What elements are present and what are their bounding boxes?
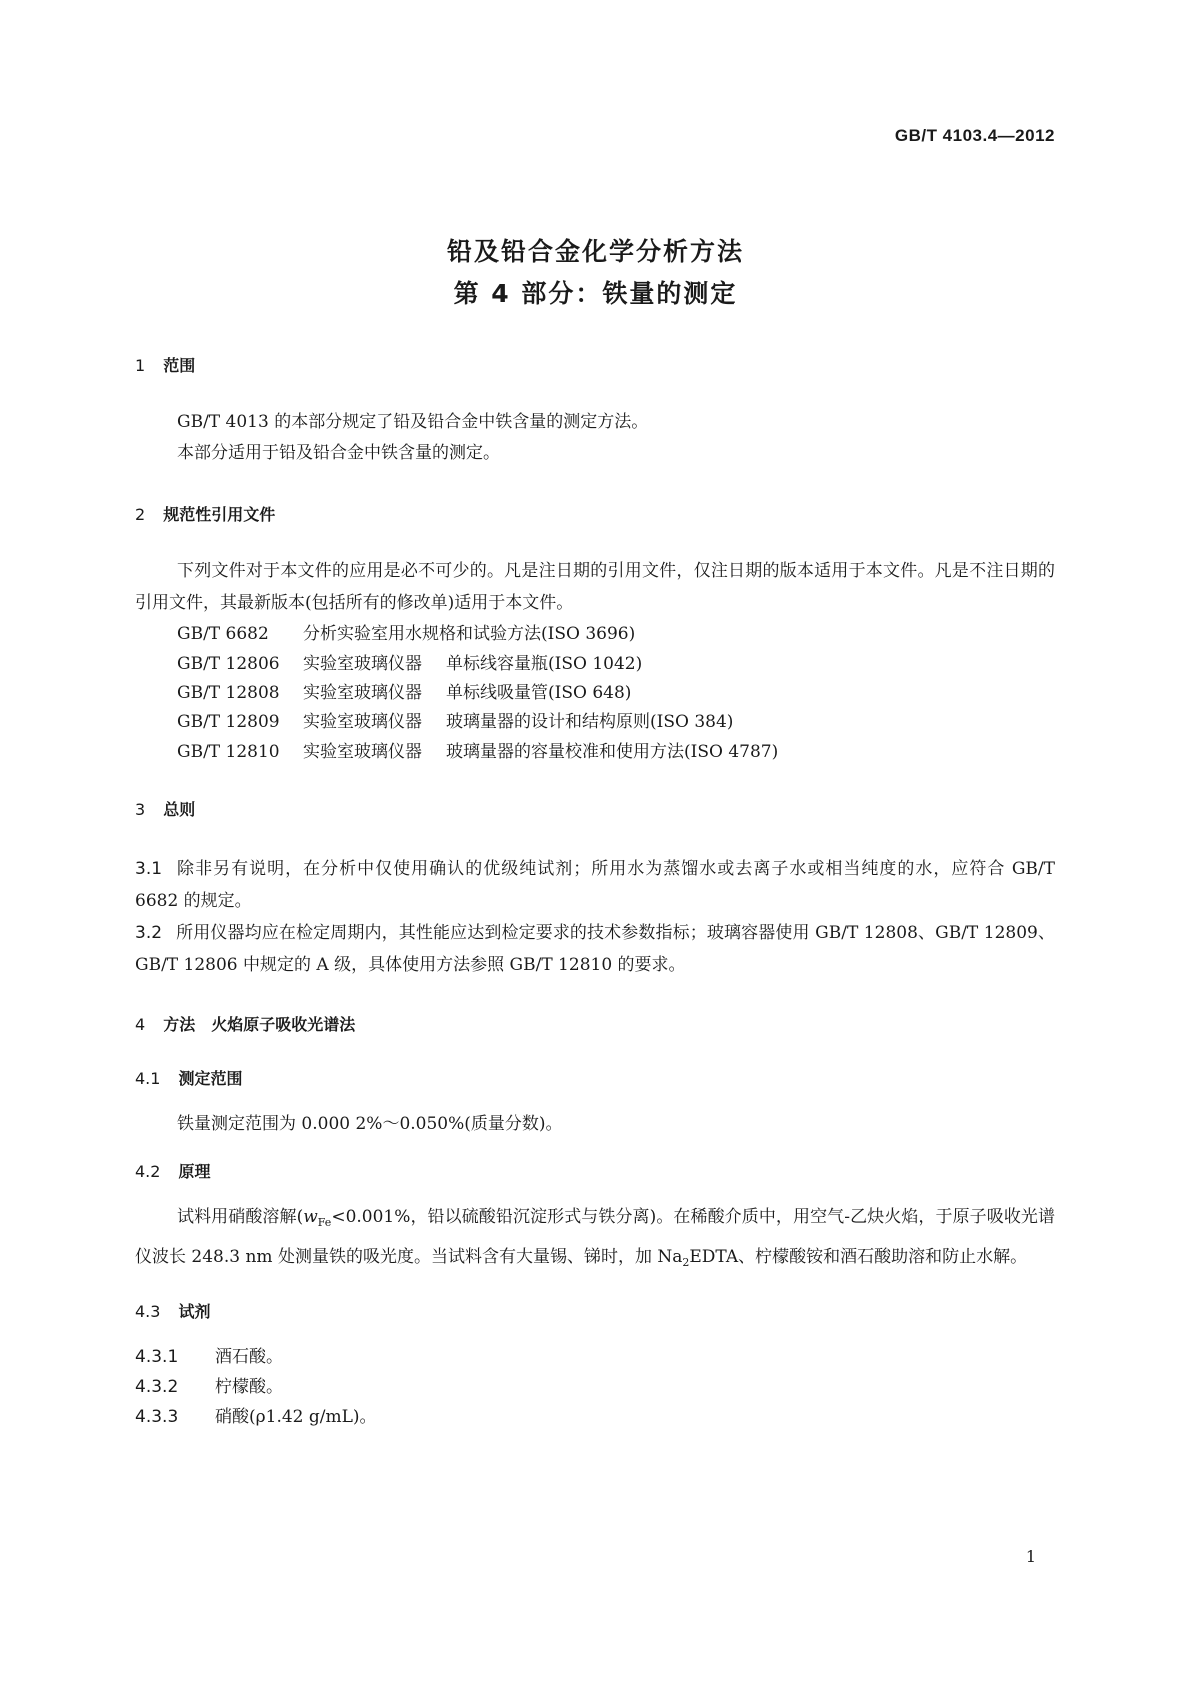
reference-title: 实验室玻璃仪器	[303, 742, 422, 762]
section-number: 4	[135, 1015, 146, 1034]
subsection-number: 4.3	[135, 1302, 161, 1321]
reagent-number: 4.3.1	[135, 1347, 179, 1367]
document-subtitle: 第 4 部分：铁量的测定	[453, 279, 738, 308]
reference-item	[177, 678, 631, 703]
subsection-number: 4.2	[135, 1162, 161, 1181]
subsection-number: 4.1	[135, 1069, 161, 1088]
reference-code: GB/T 12808	[177, 683, 280, 703]
reference-subtitle: 单标线容量瓶(ISO 1042)	[446, 654, 643, 674]
reference-item	[177, 619, 635, 644]
section-title: 方法 火焰原子吸收光谱法	[163, 1015, 356, 1034]
section-title: 总则	[163, 800, 196, 819]
s41-paragraph: 铁量测定范围为 0.000 2%～0.050%(质量分数)。	[177, 1114, 563, 1134]
clause-text: 除非另有说明，在分析中仅使用确认的优级纯试剂；所用水为蒸馏水或去离子水或相当纯度的水，应符合 GB/T 6682 的规定。	[135, 859, 1055, 911]
reference-item	[177, 737, 778, 762]
subsection-title: 试剂	[178, 1302, 211, 1321]
reference-title: 实验室玻璃仪器	[303, 712, 422, 732]
reagent-number: 4.3.2	[135, 1377, 179, 1397]
reference-code: GB/T 6682	[177, 624, 269, 644]
document-title: 铅及铅合金化学分析方法	[446, 237, 744, 266]
s42-text-c: EDTA、柠檬酸铵和酒石酸助溶和防止水解。	[689, 1247, 1028, 1267]
reference-item	[177, 707, 733, 732]
reference-code: GB/T 12806	[177, 654, 280, 674]
clause-number: 3.1	[135, 859, 163, 879]
reference-code: GB/T 12809	[177, 712, 280, 732]
reference-subtitle: 单标线吸量管(ISO 648)	[446, 683, 632, 703]
subsection-4-1-heading	[135, 1066, 242, 1089]
s42-text-b: <0.001%，铅以硫酸铅沉淀形式与铁分离)。在稀酸介质中，用空气-乙炔火焰，于原子吸收光谱仪波长 248.3 nm 处测量铁的吸光度。当试料含有大量锡、锑时，加 Na	[135, 1207, 1055, 1267]
section-title: 规范性引用文件	[163, 505, 276, 524]
clause-text: 所用仪器均应在检定周期内，其性能应达到检定要求的技术参数指标；玻璃容器使用 GB/T 12808、GB/T 12809、GB/T 12806 中规定的 A 级，具体使用方法参照 GB/T 12810 的要求。	[135, 923, 1055, 975]
reference-title: 分析实验室用水规格和试验方法(ISO 3696)	[303, 624, 636, 644]
reagent-text: 柠檬酸。	[215, 1377, 283, 1397]
subsection-4-3-heading	[135, 1299, 210, 1322]
s1-paragraph-2: 本部分适用于铅及铅合金中铁含量的测定。	[177, 443, 500, 463]
sodium-subscript: 2	[682, 1256, 690, 1269]
reference-code: GB/T 12810	[177, 742, 280, 762]
reagent-text: 硝酸(ρ1.42 g/mL)。	[215, 1407, 377, 1427]
section-number: 3	[135, 800, 146, 819]
s42-text-a: 试料用硝酸溶解(	[177, 1207, 304, 1227]
reagent-number: 4.3.3	[135, 1407, 179, 1427]
mass-fraction-symbol: w	[303, 1207, 318, 1227]
reference-subtitle: 玻璃量器的容量校准和使用方法(ISO 4787)	[446, 742, 779, 762]
reference-subtitle: 玻璃量器的设计和结构原则(ISO 384)	[446, 712, 734, 732]
section-number: 2	[135, 505, 146, 524]
subsection-title: 测定范围	[178, 1069, 243, 1088]
section-4-heading	[135, 1012, 355, 1035]
s1-paragraph-1: GB/T 4013 的本部分规定了铅及铅合金中铁含量的测定方法。	[177, 412, 649, 432]
reagent-text: 酒石酸。	[215, 1347, 283, 1367]
section-1-heading	[135, 353, 195, 376]
reference-title: 实验室玻璃仪器	[303, 683, 422, 703]
reagent-item	[135, 1402, 377, 1427]
s2-paragraph: 下列文件对于本文件的应用是必不可少的。凡是注日期的引用文件，仅注日期的版本适用于本文件。凡是不注日期的引用文件，其最新版本(包括所有的修改单)适用于本文件。	[135, 561, 1055, 613]
section-3-heading	[135, 797, 195, 820]
iron-subscript: Fe	[317, 1216, 332, 1229]
section-number: 1	[135, 356, 146, 375]
section-2-heading	[135, 502, 275, 525]
page-number: 1	[1025, 1547, 1036, 1566]
clause-number: 3.2	[135, 923, 163, 943]
section-title: 范围	[163, 356, 196, 375]
s42-paragraph	[135, 1200, 1055, 1280]
s3-clause-2	[135, 917, 1055, 981]
reference-item	[177, 649, 642, 674]
subsection-4-2-heading	[135, 1159, 210, 1182]
subsection-title: 原理	[178, 1162, 211, 1181]
reagent-item	[135, 1372, 283, 1397]
s3-clause-1	[135, 853, 1055, 917]
standard-code: GB/T 4103.4—2012	[894, 126, 1055, 145]
reference-title: 实验室玻璃仪器	[303, 654, 422, 674]
reagent-item	[135, 1342, 283, 1367]
